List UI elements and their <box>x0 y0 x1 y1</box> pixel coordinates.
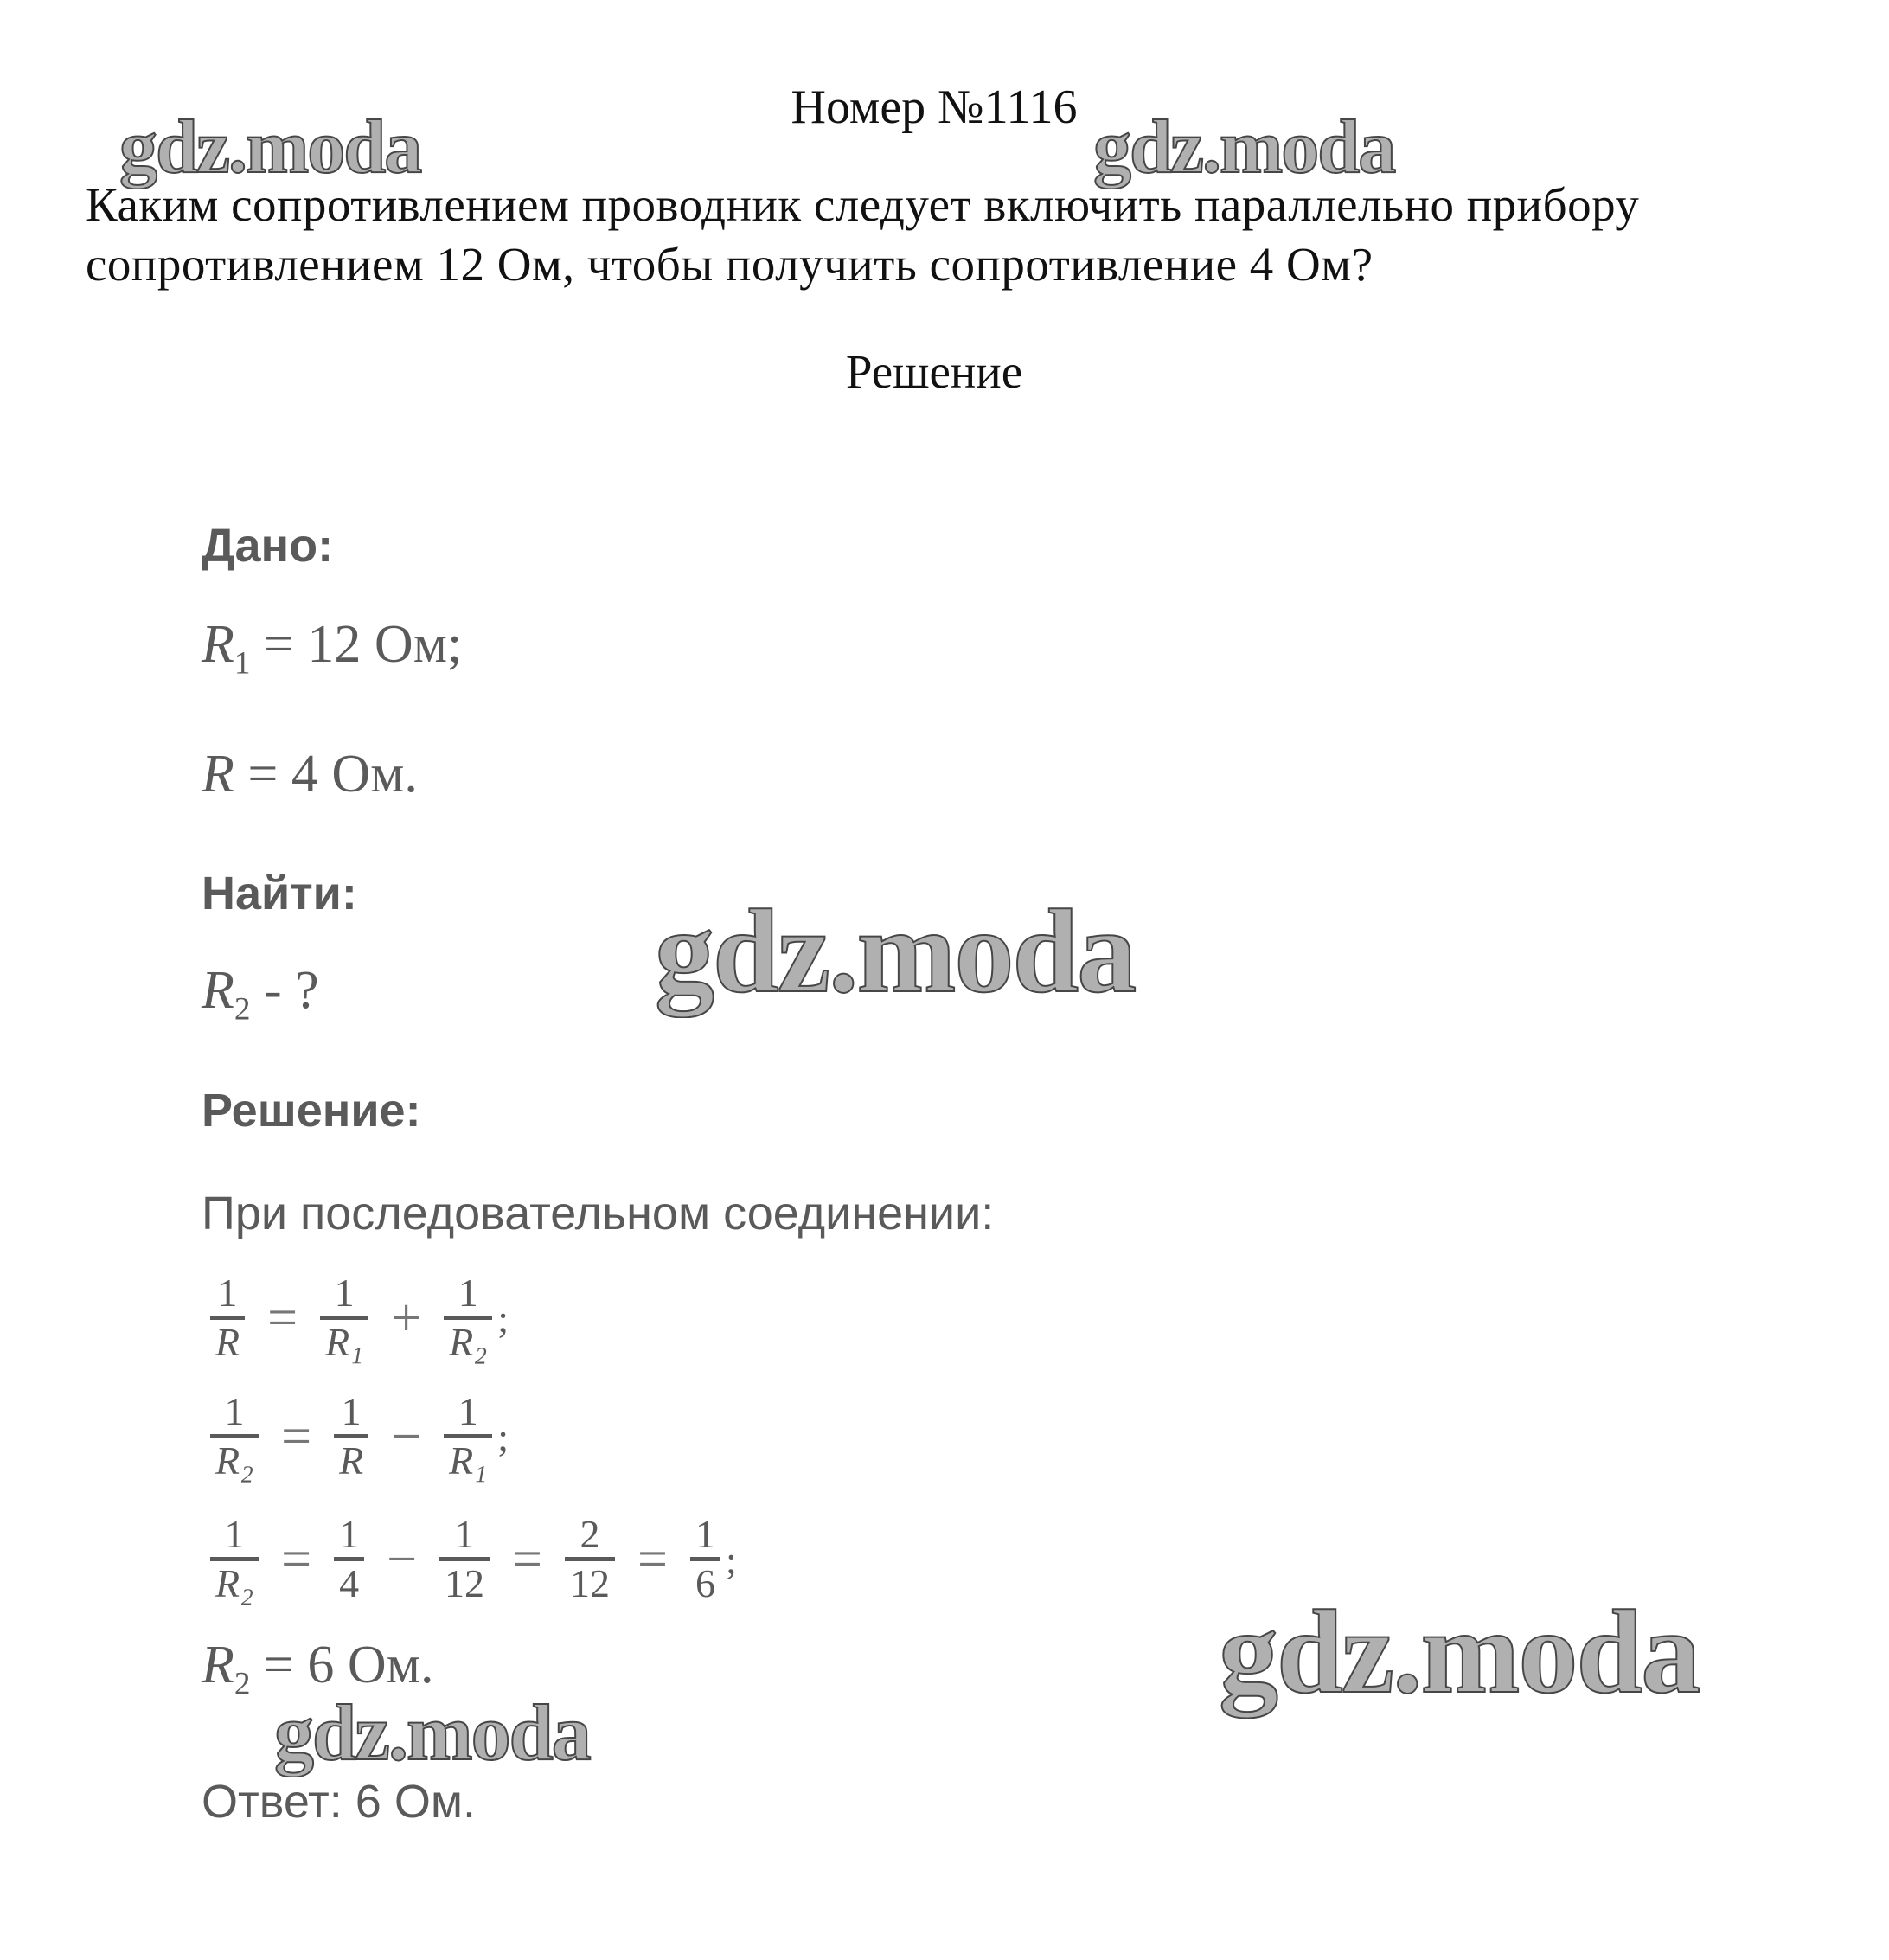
subscript: 2 <box>234 991 251 1028</box>
question-line-2: сопротивлением 12 Ом, чтобы получить сопротивление 4 Ом? <box>86 238 1374 291</box>
page-title: Номер №1116 <box>791 80 1078 134</box>
watermark: gdz.moda <box>274 1688 590 1777</box>
operator: − <box>391 1406 422 1466</box>
operator: = <box>637 1529 668 1589</box>
given-r1 <box>202 614 462 682</box>
watermark: gdz.moda <box>119 106 421 189</box>
solution-intro: При последовательном соединении: <box>202 1188 995 1239</box>
operator: = <box>267 1288 298 1348</box>
given-label: Дано: <box>202 520 334 572</box>
find-r2 <box>202 960 319 1028</box>
symbol: R <box>202 615 234 674</box>
fraction: $\frac{1}{4}$ <box>334 1513 364 1606</box>
value: - ? <box>250 961 319 1020</box>
symbol: R <box>202 1636 234 1694</box>
fraction: $\frac{1}{6}$ <box>690 1513 720 1606</box>
subscript: 2 <box>234 1666 251 1702</box>
operator: + <box>391 1288 422 1348</box>
solution-heading: Решение <box>845 345 1023 398</box>
fraction: $\frac{1}{\text{R₂}}$ <box>210 1513 259 1606</box>
question-line-1: Каким сопротивлением проводник следует включить параллельно прибору <box>86 178 1640 231</box>
punctuation: ; <box>497 1414 509 1459</box>
fraction: $\frac{1}{R}$ <box>210 1271 245 1365</box>
watermark: gdz.moda <box>655 885 1136 1017</box>
fraction: $\frac{1}{\text{R₂}}$ <box>444 1271 492 1365</box>
fraction: $\frac{1}{\text{R₁}}$ <box>320 1271 368 1365</box>
equation-2 <box>210 1390 509 1483</box>
solution-label: Решение: <box>202 1085 421 1137</box>
equation-3 <box>210 1513 737 1606</box>
find-label: Найти: <box>202 868 357 919</box>
fraction: $\frac{1}{\text{R₂}}$ <box>210 1390 259 1483</box>
operator: = <box>281 1406 312 1466</box>
fraction: $\frac{1}{R}$ <box>334 1390 368 1483</box>
punctuation: ; <box>725 1537 737 1582</box>
fraction: $\frac{1}{12}$ <box>439 1513 490 1606</box>
equation-1 <box>210 1271 509 1365</box>
subscript: 1 <box>234 645 251 682</box>
symbol: R <box>202 961 234 1020</box>
given-r <box>202 744 418 805</box>
value: = 12 Ом; <box>250 615 463 674</box>
value: = 6 Ом. <box>250 1636 434 1694</box>
punctuation: ; <box>497 1296 509 1341</box>
operator: = <box>512 1529 542 1589</box>
answer: Ответ: 6 Ом. <box>202 1776 476 1828</box>
symbol: R <box>202 745 234 804</box>
value: = 4 Ом. <box>234 745 418 804</box>
watermark: gdz.moda <box>1093 106 1395 189</box>
operator: = <box>281 1529 312 1589</box>
watermark: gdz.moda <box>1219 1585 1700 1718</box>
fraction: $\frac{1}{\text{R₁}}$ <box>444 1390 492 1483</box>
operator: − <box>387 1529 418 1589</box>
fraction: $\frac{2}{12}$ <box>565 1513 615 1606</box>
